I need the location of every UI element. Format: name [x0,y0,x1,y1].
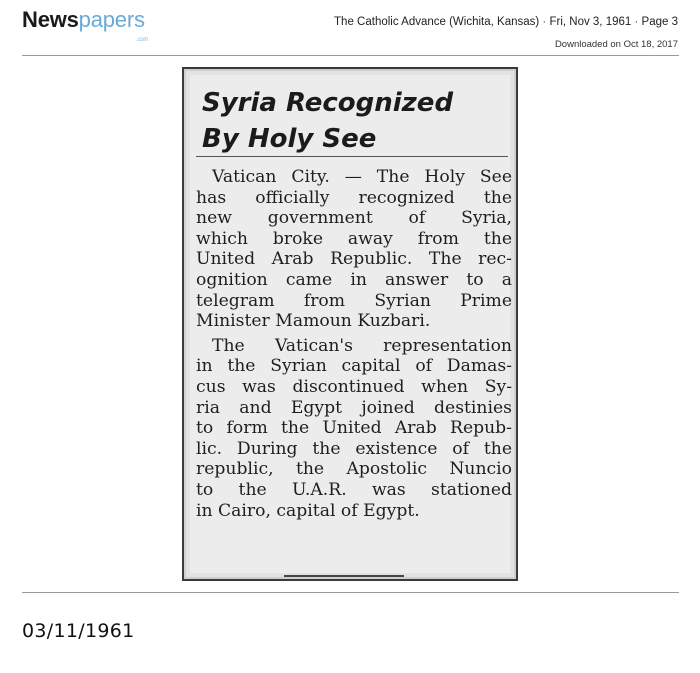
footer-divider [22,592,679,593]
article-text-line: Minister Mamoun Kuzbari. [196,311,431,332]
article-text-line: ria and Egypt joined destinies [196,397,512,418]
logo-papers-text: papers [78,7,145,32]
citation-separator: · [542,16,547,28]
article-text-line: to form the United Arab Repub- [196,418,512,439]
headline-line-2: By Holy See [202,124,377,154]
citation-line [334,16,678,28]
article-text-line: has officially recognized the [196,187,512,208]
article-text-line: lic. During the existence of the [196,438,512,459]
logo-news-text: News [22,7,79,32]
article-text-line: Vatican City. — The Holy See [212,167,512,187]
clipping-date: 03/11/1961 [22,620,135,642]
article-text-line: to the U.A.R. was stationed [196,479,512,500]
logo-com-text: .com [136,37,149,43]
article-text-line: The Vatican's representation [212,335,512,356]
article-text-line: United Arab Republic. The rec- [196,249,512,270]
citation-page: Page 3 [641,16,678,28]
newspapers-logo[interactable] [22,7,149,43]
citation-paper: The Catholic Advance (Wichita, Kansas) [334,16,540,28]
page-header [0,0,700,58]
downloaded-date: Downloaded on Oct 18, 2017 [554,39,678,50]
article-paragraph-2 [196,336,512,521]
newspaper-clipping [182,67,518,581]
citation-date: Fri, Nov 3, 1961 [549,16,632,28]
article-text-line: in Cairo, capital of Egypt. [196,500,420,521]
article-paragraph-1 [196,167,512,332]
article-end-rule [284,575,404,577]
article-text-line: telegram from Syrian Prime [196,290,512,311]
headline-rule [196,156,508,157]
article-text-line: republic, the Apostolic Nuncio [196,459,512,480]
article-text-line: ognition came in answer to a [196,269,512,290]
article-text-line: in the Syrian capital of Damas- [196,356,512,377]
citation-separator: · [634,16,639,28]
header-divider [22,55,679,56]
article-text-line: new government of Syria, [196,208,512,229]
article-text-line: which broke away from the [196,228,512,249]
article-headline [202,85,502,157]
article-text-line: cus was discontinued when Sy- [196,376,512,397]
article-body [196,167,512,521]
headline-line-1: Syria Recognized [202,88,454,118]
